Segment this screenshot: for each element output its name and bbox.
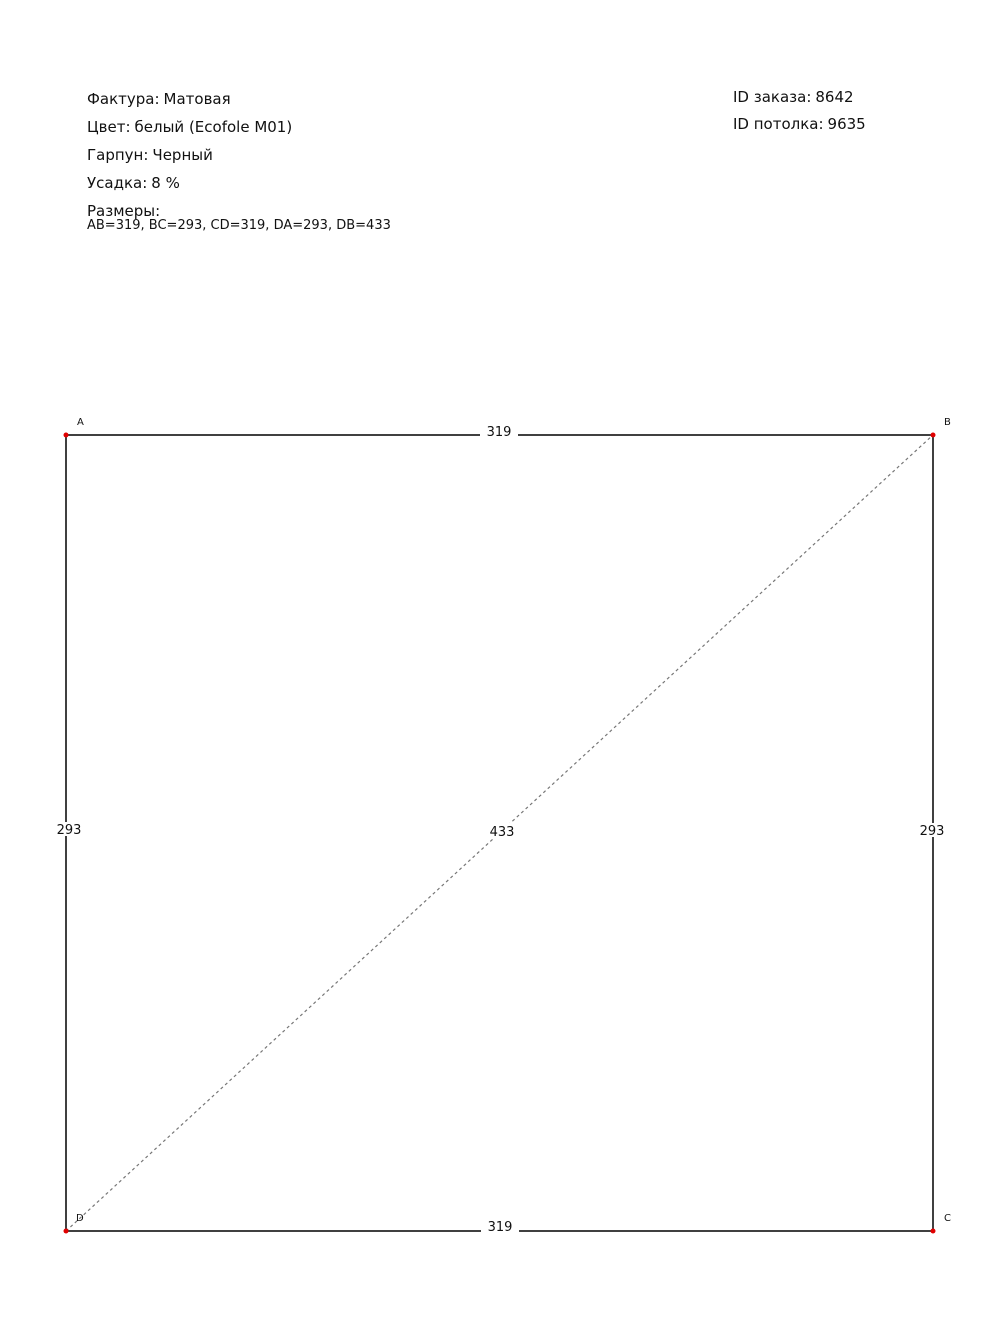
vertex-label-C: C	[944, 1213, 951, 1224]
vertex-dot-A	[64, 433, 69, 438]
vertex-dot-C	[931, 1229, 936, 1234]
sizes-values: AB=319, BC=293, CD=319, DA=293, DB=433	[87, 218, 391, 233]
vertex-label-A: A	[77, 417, 84, 428]
vertex-dot-D	[64, 1229, 69, 1234]
edge-label-CD: 319	[487, 1220, 513, 1235]
vertex-label-B: B	[944, 417, 951, 428]
texture-value: Матовая	[163, 90, 231, 108]
ceiling-id-value: 9635	[827, 115, 866, 133]
ceiling-id-label: ID потолка:	[733, 115, 824, 133]
edge-label-DA: 293	[56, 823, 82, 838]
vertex-label-D: D	[76, 1213, 84, 1224]
order-id-label: ID заказа:	[733, 88, 812, 106]
edge-label-BC: 293	[919, 824, 945, 839]
edge-label-AB: 319	[486, 425, 512, 440]
vertex-dot-B	[931, 433, 936, 438]
color-label: Цвет:	[87, 118, 131, 136]
order-id-value: 8642	[815, 88, 854, 106]
harpoon-value: Черный	[152, 146, 213, 164]
sizes-label: Размеры:	[87, 202, 161, 220]
color-value: белый (Ecofole M01)	[134, 118, 293, 136]
shrink-value: 8 %	[151, 174, 180, 192]
texture-label: Фактура:	[87, 90, 160, 108]
shrink-label: Усадка:	[87, 174, 148, 192]
harpoon-label: Гарпун:	[87, 146, 149, 164]
diagonal-label-DB: 433	[489, 825, 515, 840]
